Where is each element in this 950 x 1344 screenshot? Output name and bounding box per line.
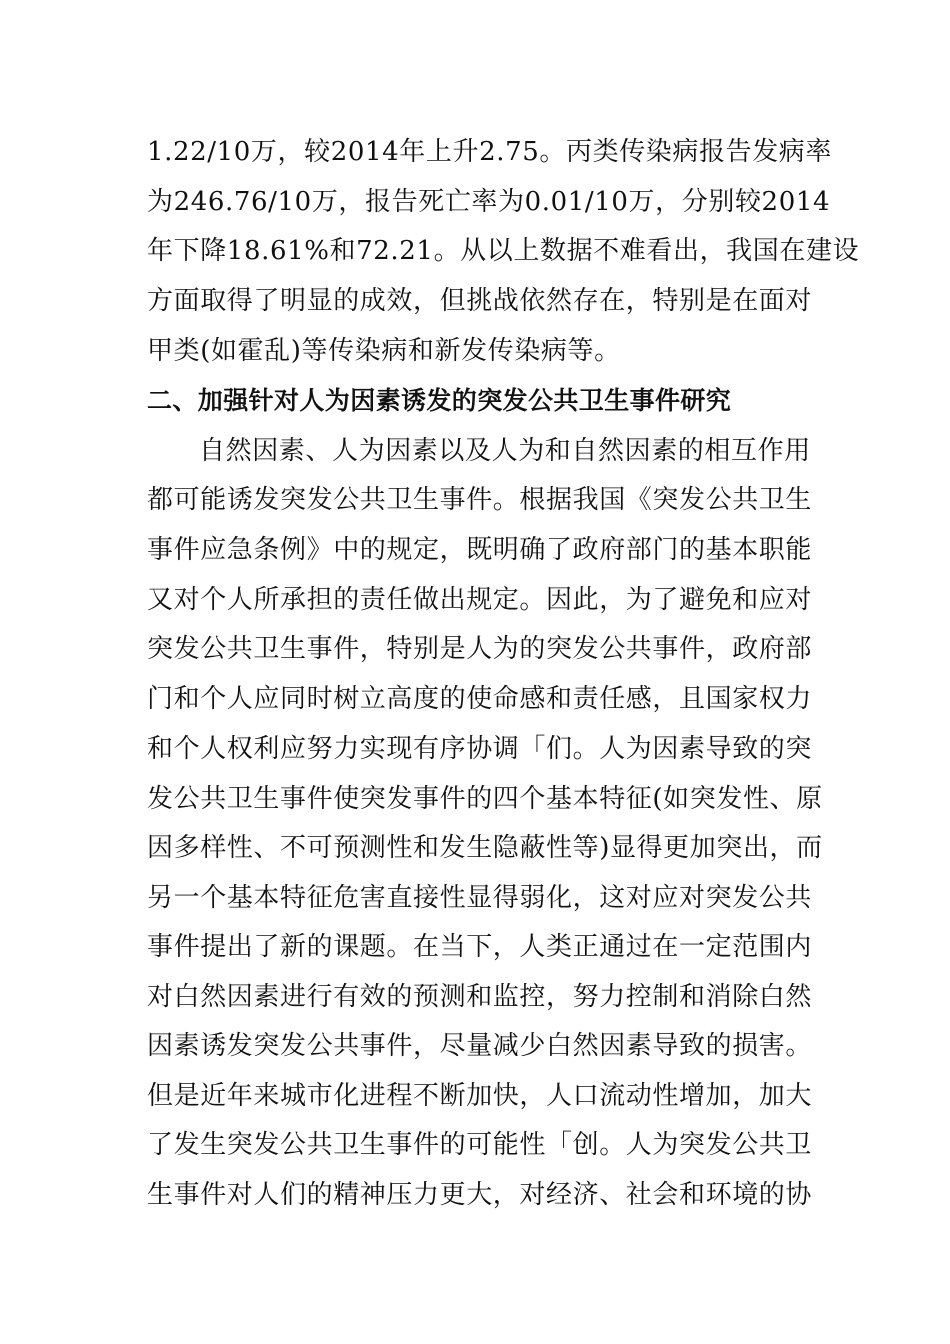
text-line: 又对个人所承担的责任做出规定。因此，为了避免和应对 <box>147 585 813 615</box>
text-line: 另一个基本特征危害直接性显得弱化，这对应对突发公共 <box>147 883 813 913</box>
text-line: 因素诱发突发公共事件，尽量减少白然因素导致的损害。 <box>147 1031 813 1061</box>
text-line: 事件提出了新的课题。在当下，人类正通过在一定范围内 <box>147 932 813 962</box>
text-line: 年下降18.61%和72.21。从以上数据不难看出，我国在建设 <box>147 236 860 266</box>
text-line: 都可能诱发突发公共卫生事件。根据我国《突发公共卫生 <box>147 485 813 515</box>
text-line: 了发生突发公共卫生事件的可能性「创。人为突发公共卫 <box>147 1130 813 1160</box>
text-line: 自然因素、人为因素以及人为和自然因素的相互作用 <box>199 436 811 466</box>
text-line: 为246.76/10万，报告死亡率为0.01/10万，分别较2014 <box>147 187 831 217</box>
text-line: 1.22/10万，较2014年上升2.75。丙类传染病报告发病率 <box>147 137 832 167</box>
text-line: 因多样性、不可预测性和发生隐蔽性等)显得更加突出，而 <box>147 833 823 863</box>
text-line: 事件应急条例》中的规定，既明确了政府部门的基本职能 <box>147 535 813 565</box>
text-line: 门和个人应同时树立高度的使命感和责任感，且国家权力 <box>147 684 813 714</box>
text-line: 突发公共卫生事件，特别是人为的突发公共事件，政府部 <box>147 634 813 664</box>
section-heading: 二、加强针对人为因素诱发的突发公共卫生事件研究 <box>147 386 732 415</box>
text-line: 和个人权利应努力实现有序协调「们。人为因素导致的突 <box>147 734 813 764</box>
text-line: 甲类(如霍乱)等传染病和新发传染病等。 <box>147 336 621 366</box>
text-line: 但是近年来城市化进程不断加快，人口流动性增加，加大 <box>147 1081 813 1111</box>
text-line: 发公共卫生事件使突发事件的四个基本特征(如突发性、原 <box>147 784 823 814</box>
text-line: 生事件对人们的精神压力更大，对经济、社会和环境的协 <box>147 1180 813 1210</box>
text-line: 对白然因素进行有效的预测和监控，努力控制和消除白然 <box>147 982 813 1012</box>
text-line: 方面取得了明显的成效，但挑战依然存在，特别是在面对 <box>147 286 813 316</box>
